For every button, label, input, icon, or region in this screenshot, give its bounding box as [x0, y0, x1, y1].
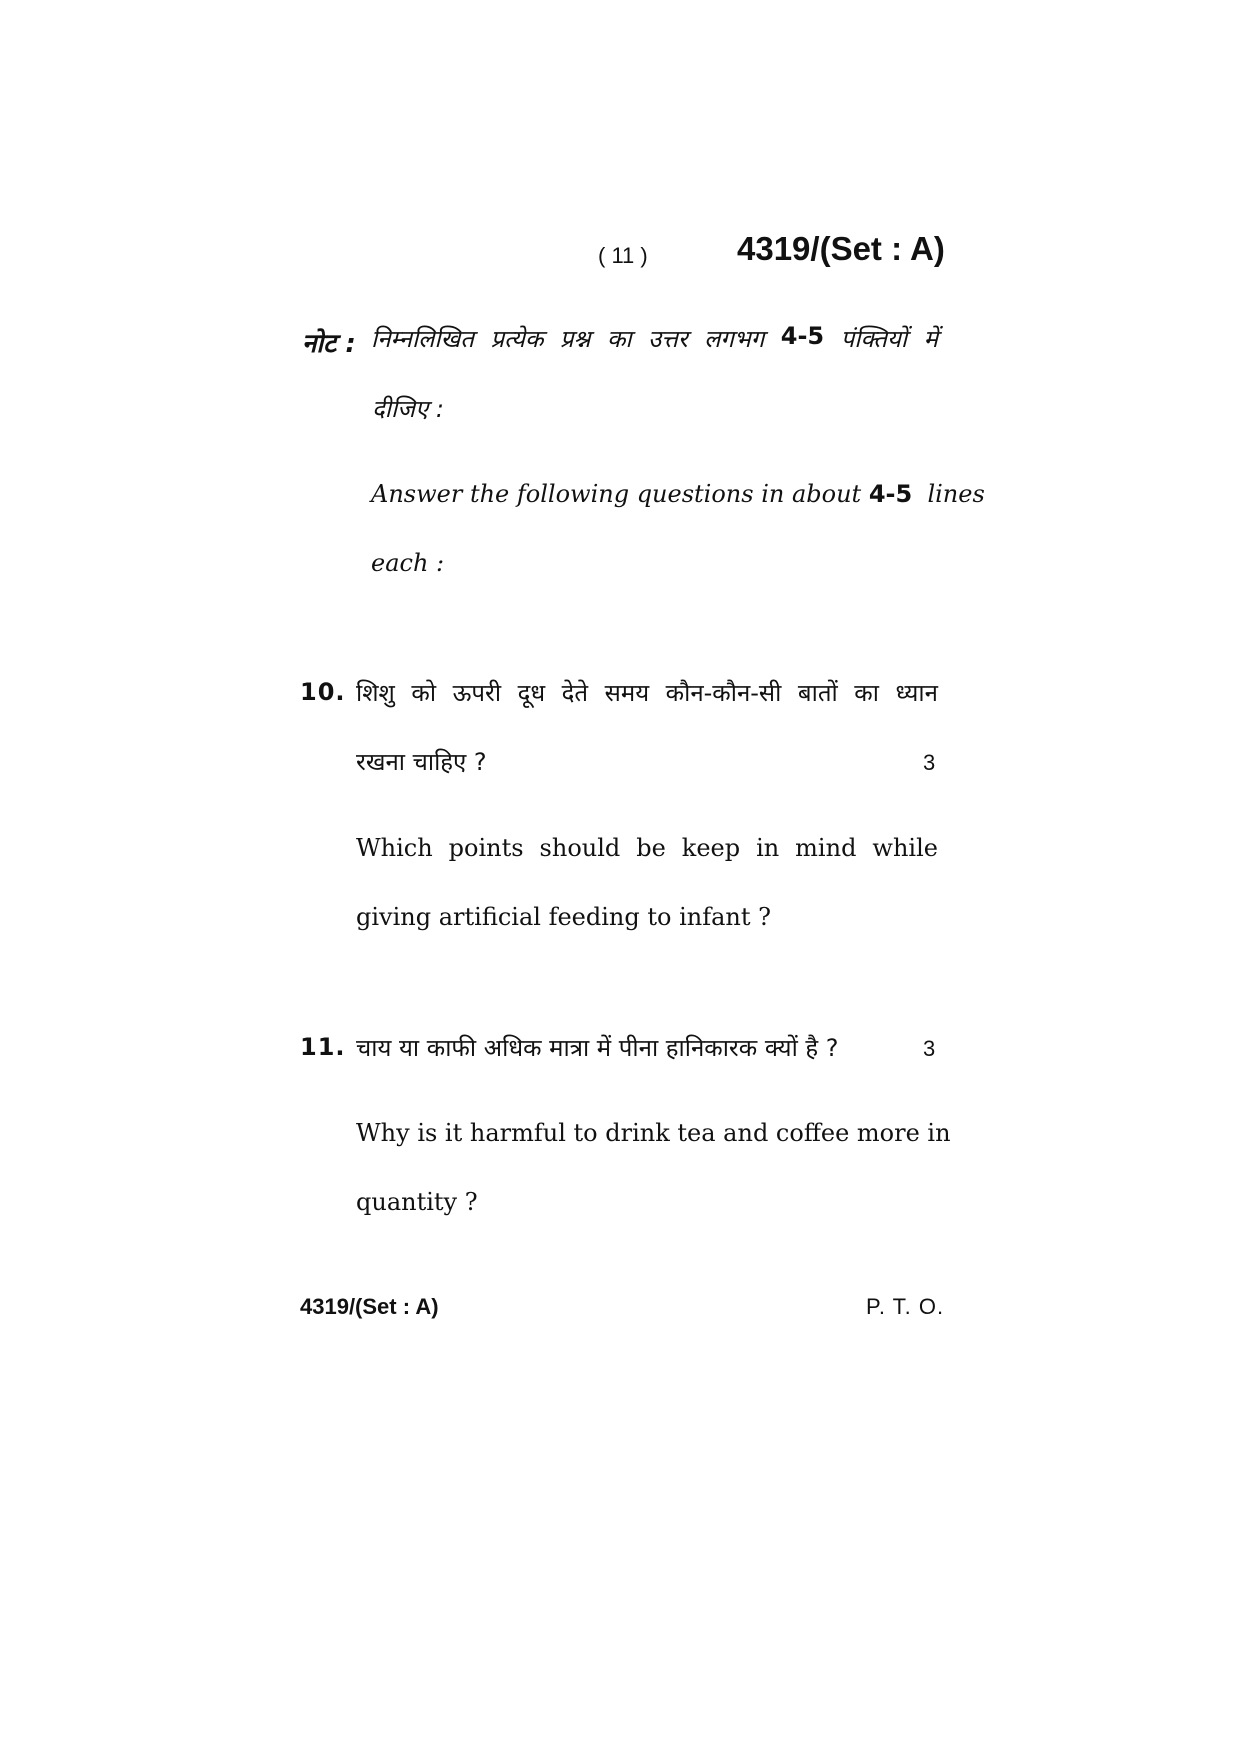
- q10-word: को: [411, 679, 437, 707]
- question-10-hindi-line-2: रखना चाहिए ?: [356, 748, 487, 776]
- note-english-line-2: each :: [371, 549, 445, 577]
- q10-word: समय: [604, 679, 650, 707]
- note-english-suffix: lines: [927, 480, 985, 508]
- note-word: प्रत्येक: [490, 325, 544, 353]
- paper-code-header: 4319/(Set : A): [737, 230, 945, 267]
- q10-word: शिशु: [356, 679, 395, 707]
- question-10-english-line-1: [356, 834, 938, 862]
- question-11-marks: 3: [923, 1036, 936, 1061]
- note-word: पंक्तियों: [840, 325, 908, 353]
- page-number: ( 11 ): [598, 243, 648, 268]
- q10-word: दूध: [517, 679, 546, 707]
- q10-en-word: be: [636, 834, 666, 862]
- note-english-prefix: Answer the following questions in about: [371, 480, 869, 508]
- note-line-count: 4-5: [780, 322, 825, 350]
- question-11-english-line-1: Why is it harmful to drink tea and coffee more in: [356, 1119, 951, 1147]
- note-label: नोट :: [302, 329, 356, 359]
- q10-en-word: points: [448, 834, 524, 862]
- please-turn-over: P. T. O.: [866, 1294, 945, 1319]
- q10-word: ऊपरी: [452, 679, 502, 707]
- q10-en-word: while: [872, 834, 938, 862]
- q10-en-word: in: [756, 834, 780, 862]
- q10-en-word: should: [539, 834, 621, 862]
- question-10-english-line-2: giving artificial feeding to infant ?: [356, 903, 771, 931]
- q10-en-word: Which: [356, 834, 433, 862]
- note-english-count: 4-5: [868, 480, 913, 508]
- question-11-hindi-line-1: चाय या काफी अधिक मात्रा में पीना हानिकारक क्यों है ?: [356, 1034, 839, 1062]
- question-10-marks: 3: [923, 750, 936, 775]
- question-10-number: 10.: [300, 678, 346, 706]
- note-english-line-1: [371, 480, 985, 508]
- note-hindi-line-2: दीजिए :: [372, 395, 444, 423]
- note-word: का: [606, 325, 632, 353]
- note-word: निम्नलिखित: [371, 325, 474, 353]
- question-11-number: 11.: [300, 1033, 346, 1061]
- question-10-hindi-line-1: [356, 676, 938, 709]
- q10-word: ध्यान: [895, 679, 938, 707]
- note-word: लगभग: [704, 325, 765, 353]
- note-word: में: [923, 325, 938, 353]
- note-hindi-line-1: [371, 322, 938, 355]
- q10-word: देते: [561, 679, 589, 707]
- q10-word: का: [854, 679, 879, 707]
- q10-word: बातों: [797, 679, 838, 707]
- q10-en-word: keep: [681, 834, 741, 862]
- note-word: प्रश्न: [559, 325, 591, 353]
- question-11-english-line-2: quantity ?: [356, 1188, 478, 1216]
- paper-code-footer: 4319/(Set : A): [300, 1294, 439, 1319]
- q10-word: कौन-कौन-सी: [665, 679, 782, 707]
- q10-en-word: mind: [795, 834, 857, 862]
- note-word: उत्तर: [648, 325, 688, 353]
